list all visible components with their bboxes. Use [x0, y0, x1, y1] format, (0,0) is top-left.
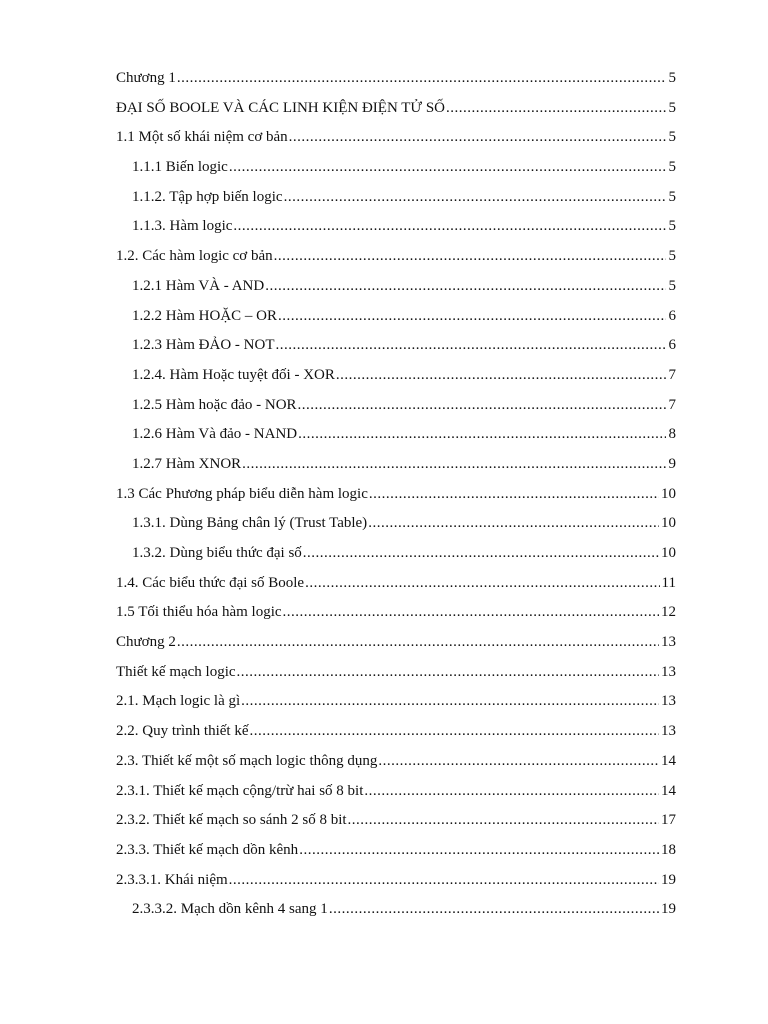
toc-dot-leader — [336, 361, 666, 391]
toc-entry[interactable] — [116, 717, 676, 747]
toc-entry-page: 5 — [668, 277, 676, 294]
toc-entry-page: 13 — [661, 723, 676, 740]
toc-dot-leader — [378, 747, 659, 777]
toc-entry-title: 1.2.2 Hàm HOẶC – OR — [132, 307, 277, 324]
toc-entry-page: 14 — [661, 782, 676, 799]
toc-entry-title: 2.3.3. Thiết kế mạch dồn kênh — [116, 841, 299, 858]
toc-entry-title: 2.1. Mạch logic là gì — [116, 693, 241, 710]
toc-entry[interactable] — [116, 331, 676, 361]
toc-entry[interactable] — [116, 658, 676, 688]
toc-entry-page: 14 — [661, 752, 676, 769]
toc-entry[interactable] — [116, 183, 676, 213]
toc-dot-leader — [348, 806, 659, 836]
toc-entry[interactable] — [116, 866, 676, 896]
toc-entry-page: 5 — [668, 248, 676, 265]
toc-entry-title: 2.3.3.1. Khái niệm — [116, 871, 228, 888]
toc-entry-page: 18 — [661, 841, 676, 858]
toc-dot-leader — [241, 687, 659, 717]
toc-entry[interactable] — [116, 123, 676, 153]
toc-entry-page: 5 — [668, 218, 676, 235]
toc-entry-page: 12 — [661, 604, 676, 621]
toc-dot-leader — [283, 598, 659, 628]
toc-dot-leader — [278, 302, 666, 332]
table-of-contents — [116, 64, 676, 925]
toc-entry-title: 1.2.7 Hàm XNOR — [132, 455, 242, 472]
toc-entry[interactable] — [116, 509, 676, 539]
toc-entry-title: Thiết kế mạch logic — [116, 663, 236, 680]
toc-entry-page: 13 — [661, 634, 676, 651]
toc-entry[interactable] — [116, 539, 676, 569]
toc-entry[interactable] — [116, 420, 676, 450]
toc-entry-title: 1.4. Các biểu thức đại số Boole — [116, 574, 305, 591]
toc-entry[interactable] — [116, 391, 676, 421]
toc-dot-leader — [369, 480, 659, 510]
toc-entry-page: 5 — [668, 70, 676, 86]
toc-entry-title: 2.3. Thiết kế một số mạch logic thông dụng — [116, 752, 378, 769]
toc-dot-leader — [237, 658, 659, 688]
toc-entry[interactable] — [116, 836, 676, 866]
toc-entry[interactable] — [116, 361, 676, 391]
toc-entry-page: 17 — [661, 812, 676, 829]
toc-entry-title: 1.2.6 Hàm Và đảo - NAND — [132, 426, 298, 443]
toc-entry[interactable] — [116, 598, 676, 628]
toc-dot-leader — [249, 717, 659, 747]
toc-entry-title: 2.3.2. Thiết kế mạch so sánh 2 số 8 bit — [116, 812, 347, 829]
toc-dot-leader — [274, 242, 666, 272]
toc-entry-title: 1.2.5 Hàm hoặc đảo - NOR — [132, 396, 297, 413]
toc-entry-page: 9 — [668, 455, 676, 472]
toc-dot-leader — [275, 331, 666, 361]
toc-dot-leader — [177, 64, 666, 94]
toc-entry-page: 13 — [661, 663, 676, 680]
toc-dot-leader — [229, 153, 666, 183]
toc-entry[interactable] — [116, 64, 676, 94]
toc-dot-leader — [242, 450, 666, 480]
toc-dot-leader — [446, 94, 666, 124]
toc-entry-title: 2.3.3.2. Mạch dồn kênh 4 sang 1 — [132, 901, 328, 918]
toc-entry[interactable] — [116, 747, 676, 777]
toc-entry-page: 7 — [668, 366, 676, 383]
toc-dot-leader — [229, 866, 659, 896]
toc-entry-page: 5 — [668, 129, 676, 146]
toc-entry-page: 19 — [661, 871, 676, 888]
toc-entry-title: 1.1.3. Hàm logic — [132, 218, 233, 235]
toc-entry-page: 10 — [661, 485, 676, 502]
toc-entry-title: 2.3.1. Thiết kế mạch cộng/trừ hai số 8 bit — [116, 782, 364, 799]
toc-entry-title: 1.2. Các hàm logic cơ bản — [116, 248, 273, 265]
toc-dot-leader — [298, 420, 666, 450]
toc-entry-page: 10 — [661, 515, 676, 532]
toc-entry-page: 5 — [668, 99, 676, 116]
toc-entry-title: 1.3.2. Dùng biểu thức đại số — [132, 545, 302, 561]
toc-entry-title: 1.1.2. Tập hợp biến logic — [132, 188, 283, 205]
toc-entry-page: 6 — [668, 337, 676, 354]
toc-entry[interactable] — [116, 212, 676, 242]
toc-entry-page: 5 — [668, 159, 676, 176]
toc-dot-leader — [177, 628, 659, 658]
toc-entry[interactable] — [116, 895, 676, 925]
toc-entry-title: Chương 1 — [116, 70, 176, 86]
toc-dot-leader — [303, 539, 659, 569]
toc-entry[interactable] — [116, 687, 676, 717]
toc-entry[interactable] — [116, 628, 676, 658]
toc-entry-title: 1.2.3 Hàm ĐẢO - NOT — [132, 337, 275, 354]
toc-entry-title: Chương 2 — [116, 634, 176, 651]
toc-entry-page: 6 — [668, 307, 676, 324]
toc-dot-leader — [265, 272, 666, 302]
toc-entry[interactable] — [116, 94, 676, 124]
toc-entry-page: 11 — [661, 574, 676, 591]
toc-entry-page: 10 — [661, 545, 676, 561]
toc-entry-page: 5 — [668, 188, 676, 205]
toc-entry[interactable] — [116, 302, 676, 332]
toc-dot-leader — [298, 391, 666, 421]
toc-entry-title: 1.1.1 Biến logic — [132, 159, 228, 176]
toc-dot-leader — [305, 569, 659, 599]
toc-entry[interactable] — [116, 450, 676, 480]
toc-dot-leader — [368, 509, 659, 539]
toc-entry[interactable] — [116, 272, 676, 302]
toc-entry-title: 1.2.1 Hàm VÀ - AND — [132, 277, 265, 294]
toc-dot-leader — [299, 836, 659, 866]
toc-dot-leader — [289, 123, 666, 153]
toc-entry-title: 1.3 Các Phương pháp biểu diễn hàm logic — [116, 485, 368, 502]
toc-entry-page: 19 — [661, 901, 676, 918]
toc-dot-leader — [284, 183, 666, 213]
toc-entry[interactable] — [116, 777, 676, 807]
toc-entry-page: 8 — [668, 426, 676, 443]
toc-entry-title: 1.5 Tối thiểu hóa hàm logic — [116, 604, 282, 621]
toc-entry-page: 13 — [661, 693, 676, 710]
toc-entry-page: 7 — [668, 396, 676, 413]
toc-entry-title: 1.3.1. Dùng Bảng chân lý (Trust Table) — [132, 515, 368, 532]
toc-entry-title: 2.2. Quy trình thiết kế — [116, 723, 249, 740]
toc-entry[interactable] — [116, 569, 676, 599]
toc-entry-title: 1.2.4. Hàm Hoặc tuyệt đối - XOR — [132, 366, 335, 383]
toc-dot-leader — [364, 777, 659, 807]
toc-entry[interactable] — [116, 242, 676, 272]
toc-entry[interactable] — [116, 153, 676, 183]
toc-entry-title: 1.1 Một số khái niệm cơ bản — [116, 129, 288, 146]
toc-entry[interactable] — [116, 806, 676, 836]
toc-entry[interactable] — [116, 480, 676, 510]
toc-dot-leader — [329, 895, 659, 925]
toc-entry-title: ĐẠI SỐ BOOLE VÀ CÁC LINH KIỆN ĐIỆN TỬ SỐ — [116, 99, 445, 116]
toc-dot-leader — [233, 212, 666, 242]
